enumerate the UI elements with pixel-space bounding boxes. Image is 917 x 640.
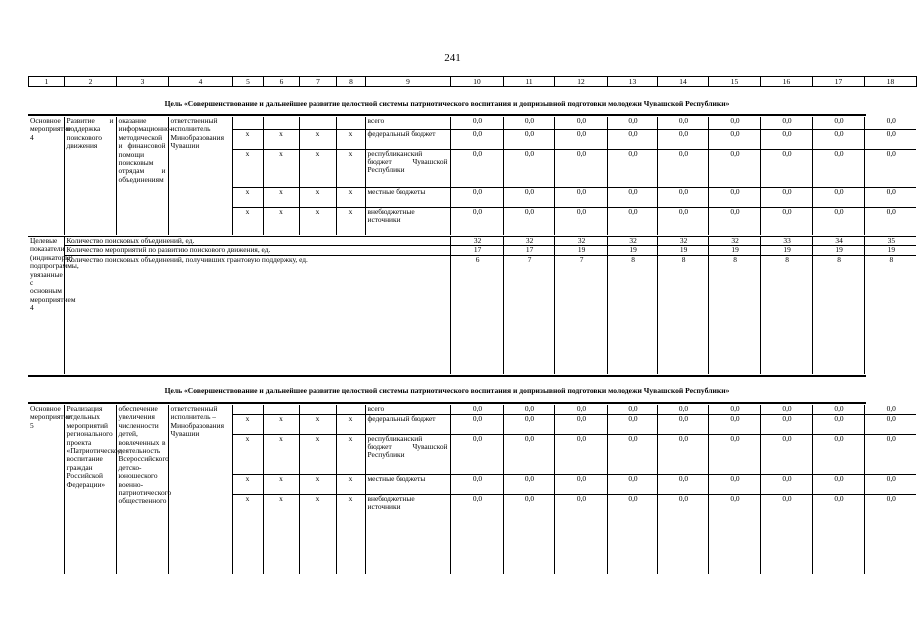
indicator-value: 32 xyxy=(607,237,657,246)
code-cell: х xyxy=(299,494,336,574)
activity-name: Реализация отдельных мероприятий регионального проекта «Патриотическое воспитание граждан Российской Федерации» xyxy=(64,405,116,574)
column-number-3: 3 xyxy=(117,77,169,87)
funding-source: федеральный бюджет xyxy=(365,414,450,434)
funding-value: 0,0 xyxy=(864,187,916,207)
code-cell: х xyxy=(299,207,336,235)
activity-name: Развитие и поддержка поискового движения xyxy=(64,117,116,235)
indicators-label: Целевые показатели (индикаторы) подпрограммы, увязанные с основным мероприятием 4 xyxy=(28,237,64,375)
indicator-value: 7 xyxy=(503,255,554,374)
goal-title-2: Цель «Совершенствование и дальнейшее развитие целостной системы патриотического воспитания и допризывной подготовки молодежи Чувашской Республики» xyxy=(164,386,730,395)
funding-value: 0,0 xyxy=(503,149,554,187)
funding-source: местные бюджеты xyxy=(365,187,450,207)
funding-value: 0,0 xyxy=(503,117,554,129)
funding-value: 0,0 xyxy=(812,494,864,574)
funding-value: 0,0 xyxy=(657,474,708,494)
funding-value: 0,0 xyxy=(760,129,812,149)
activity-goal: обеспечение увеличения численности детей, вовлеченных в деятельность Всероссийского детско-юношеского военно-патриотического общественного xyxy=(116,405,168,574)
code-cell: х xyxy=(232,414,263,434)
activity-goal: оказание информационно-методической и финансовой помощи поисковым отрядам и объединениям xyxy=(116,117,168,235)
funding-value: 0,0 xyxy=(450,129,503,149)
funding-value: 0,0 xyxy=(760,494,812,574)
code-cell: х xyxy=(299,414,336,434)
column-number-1: 1 xyxy=(29,77,65,87)
code-cell: х xyxy=(232,149,263,187)
funding-value: 0,0 xyxy=(657,117,708,129)
column-number-17: 17 xyxy=(813,77,865,87)
funding-value: 0,0 xyxy=(607,149,657,187)
code-cell: х xyxy=(299,129,336,149)
code-cell: х xyxy=(336,474,365,494)
goal-title-1: Цель «Совершенствование и дальнейшее развитие целостной системы патриотического воспитания и допризывной подготовки молодежи Чувашской Республики» xyxy=(164,99,730,108)
code-cell: х xyxy=(232,494,263,574)
funding-value: 0,0 xyxy=(450,405,503,414)
indicator-value: 8 xyxy=(812,255,864,374)
funding-value: 0,0 xyxy=(607,405,657,414)
indicator-value: 17 xyxy=(450,246,503,255)
section-divider-2 xyxy=(28,375,866,377)
indicator-value: 35 xyxy=(864,237,916,246)
code-cell: х xyxy=(336,149,365,187)
funding-value: 0,0 xyxy=(450,207,503,235)
code-cell: х xyxy=(263,434,299,474)
funding-source: всего xyxy=(365,405,450,414)
indicator-name: Количество поисковых объединений, ед. xyxy=(64,237,450,246)
funding-value: 0,0 xyxy=(450,434,503,474)
column-number-11: 11 xyxy=(504,77,555,87)
funding-value: 0,0 xyxy=(657,405,708,414)
indicator-value: 8 xyxy=(607,255,657,374)
indicator-value: 6 xyxy=(450,255,503,374)
code-cell: х xyxy=(232,434,263,474)
code-cell: х xyxy=(232,187,263,207)
funding-value: 0,0 xyxy=(657,149,708,187)
indicator-value: 19 xyxy=(657,246,708,255)
indicator-value: 34 xyxy=(812,237,864,246)
funding-value: 0,0 xyxy=(864,474,916,494)
column-number-10: 10 xyxy=(451,77,504,87)
funding-value: 0,0 xyxy=(607,434,657,474)
funding-value: 0,0 xyxy=(503,434,554,474)
funding-value: 0,0 xyxy=(708,405,760,414)
code-cell: х xyxy=(263,129,299,149)
activity-5-table xyxy=(28,405,916,574)
code-cell xyxy=(336,117,365,129)
funding-value: 0,0 xyxy=(554,494,607,574)
funding-source: федеральный бюджет xyxy=(365,129,450,149)
code-cell: х xyxy=(263,149,299,187)
indicator-value: 19 xyxy=(607,246,657,255)
column-number-header xyxy=(28,76,917,87)
funding-value: 0,0 xyxy=(760,207,812,235)
funding-value: 0,0 xyxy=(450,187,503,207)
code-cell: х xyxy=(336,187,365,207)
funding-value: 0,0 xyxy=(708,414,760,434)
indicator-value: 19 xyxy=(812,246,864,255)
column-number-13: 13 xyxy=(608,77,658,87)
funding-value: 0,0 xyxy=(657,187,708,207)
funding-value: 0,0 xyxy=(760,405,812,414)
code-cell xyxy=(232,117,263,129)
column-number-6: 6 xyxy=(264,77,300,87)
funding-value: 0,0 xyxy=(864,149,916,187)
funding-value: 0,0 xyxy=(503,474,554,494)
funding-value: 0,0 xyxy=(708,117,760,129)
funding-value: 0,0 xyxy=(554,187,607,207)
indicator-value: 32 xyxy=(554,237,607,246)
code-cell xyxy=(263,405,299,414)
funding-value: 0,0 xyxy=(450,149,503,187)
indicator-name: Количество поисковых объединений, получивших грантовую поддержку, ед. xyxy=(64,255,450,374)
funding-value: 0,0 xyxy=(450,494,503,574)
responsible-executor: ответственный исполнитель Минобразования Чувашии xyxy=(168,117,232,235)
code-cell: х xyxy=(336,414,365,434)
code-cell: х xyxy=(336,207,365,235)
funding-value: 0,0 xyxy=(864,207,916,235)
code-cell: х xyxy=(336,434,365,474)
code-cell: х xyxy=(299,149,336,187)
funding-value: 0,0 xyxy=(607,494,657,574)
funding-value: 0,0 xyxy=(657,494,708,574)
funding-value: 0,0 xyxy=(657,414,708,434)
code-cell: х xyxy=(263,494,299,574)
indicator-value: 8 xyxy=(760,255,812,374)
column-number-12: 12 xyxy=(555,77,608,87)
funding-value: 0,0 xyxy=(812,149,864,187)
funding-value: 0,0 xyxy=(503,405,554,414)
code-cell xyxy=(299,117,336,129)
indicator-value: 17 xyxy=(503,246,554,255)
funding-value: 0,0 xyxy=(708,474,760,494)
funding-value: 0,0 xyxy=(607,187,657,207)
funding-value: 0,0 xyxy=(607,117,657,129)
activity-number: Основное мероприятие 5 xyxy=(30,404,71,430)
indicator-value: 32 xyxy=(657,237,708,246)
funding-value: 0,0 xyxy=(607,129,657,149)
funding-value: 0,0 xyxy=(450,117,503,129)
funding-row xyxy=(28,117,916,129)
indicator-value: 33 xyxy=(760,237,812,246)
column-number-9: 9 xyxy=(366,77,451,87)
code-cell: х xyxy=(263,207,299,235)
activity-4-table xyxy=(28,117,916,235)
funding-value: 0,0 xyxy=(864,414,916,434)
funding-value: 0,0 xyxy=(503,129,554,149)
column-number-16: 16 xyxy=(761,77,813,87)
funding-value: 0,0 xyxy=(503,494,554,574)
responsible-executor: ответственный исполнитель – Минобразования Чувашии xyxy=(168,405,232,574)
code-cell: х xyxy=(299,474,336,494)
funding-value: 0,0 xyxy=(812,405,864,414)
code-cell: х xyxy=(232,207,263,235)
indicator-value: 7 xyxy=(554,255,607,374)
code-cell: х xyxy=(263,414,299,434)
funding-value: 0,0 xyxy=(554,207,607,235)
indicator-value: 19 xyxy=(760,246,812,255)
indicator-value: 19 xyxy=(708,246,760,255)
funding-value: 0,0 xyxy=(864,117,916,129)
funding-value: 0,0 xyxy=(554,474,607,494)
funding-value: 0,0 xyxy=(657,434,708,474)
funding-source: республиканский бюджет Чувашской Республики xyxy=(365,434,450,474)
indicator-value: 19 xyxy=(554,246,607,255)
indicator-value: 8 xyxy=(864,255,916,374)
funding-value: 0,0 xyxy=(812,117,864,129)
funding-value: 0,0 xyxy=(760,117,812,129)
funding-value: 0,0 xyxy=(708,129,760,149)
column-number-15: 15 xyxy=(709,77,761,87)
indicator-value: 32 xyxy=(450,237,503,246)
indicator-value: 19 xyxy=(864,246,916,255)
funding-value: 0,0 xyxy=(607,414,657,434)
funding-value: 0,0 xyxy=(554,149,607,187)
code-cell xyxy=(263,117,299,129)
funding-value: 0,0 xyxy=(450,414,503,434)
code-cell: х xyxy=(299,434,336,474)
indicator-value: 8 xyxy=(708,255,760,374)
funding-value: 0,0 xyxy=(607,207,657,235)
funding-value: 0,0 xyxy=(503,187,554,207)
funding-value: 0,0 xyxy=(657,129,708,149)
funding-value: 0,0 xyxy=(812,187,864,207)
funding-source: внебюджетные источники xyxy=(365,207,450,235)
code-cell: х xyxy=(299,187,336,207)
indicator-row xyxy=(28,255,916,374)
funding-value: 0,0 xyxy=(864,129,916,149)
column-number-18: 18 xyxy=(886,77,895,86)
code-cell: х xyxy=(232,129,263,149)
funding-value: 0,0 xyxy=(450,474,503,494)
funding-value: 0,0 xyxy=(864,434,916,474)
code-cell xyxy=(336,405,365,414)
column-number-8: 8 xyxy=(337,77,366,87)
funding-value: 0,0 xyxy=(657,207,708,235)
code-cell: х xyxy=(263,187,299,207)
column-number-2: 2 xyxy=(65,77,117,87)
funding-source: всего xyxy=(365,117,450,129)
funding-value: 0,0 xyxy=(708,149,760,187)
code-cell: х xyxy=(263,474,299,494)
code-cell xyxy=(299,405,336,414)
code-cell: х xyxy=(336,494,365,574)
column-number-4: 4 xyxy=(169,77,233,87)
column-number-14: 14 xyxy=(658,77,709,87)
funding-value: 0,0 xyxy=(708,187,760,207)
activity-number: Основное мероприятие 4 xyxy=(30,116,71,142)
funding-value: 0,0 xyxy=(812,434,864,474)
funding-value: 0,0 xyxy=(864,405,916,414)
section-divider-1 xyxy=(28,114,866,116)
code-cell: х xyxy=(232,474,263,494)
indicator-value: 8 xyxy=(657,255,708,374)
funding-row xyxy=(28,405,916,414)
funding-value: 0,0 xyxy=(607,474,657,494)
funding-source: республиканский бюджет Чувашской Республики xyxy=(365,149,450,187)
indicator-row xyxy=(28,246,916,255)
indicator-value: 32 xyxy=(708,237,760,246)
funding-source: местные бюджеты xyxy=(365,474,450,494)
funding-value: 0,0 xyxy=(708,434,760,474)
funding-value: 0,0 xyxy=(760,414,812,434)
funding-value: 0,0 xyxy=(760,187,812,207)
funding-value: 0,0 xyxy=(554,117,607,129)
funding-value: 0,0 xyxy=(812,207,864,235)
funding-value: 0,0 xyxy=(503,207,554,235)
funding-value: 0,0 xyxy=(554,129,607,149)
funding-value: 0,0 xyxy=(812,474,864,494)
column-number-5: 5 xyxy=(233,77,264,87)
funding-value: 0,0 xyxy=(708,207,760,235)
indicator-value: 32 xyxy=(503,237,554,246)
page-number: 241 xyxy=(444,52,461,64)
indicators-table xyxy=(28,236,916,374)
funding-value: 0,0 xyxy=(503,414,554,434)
funding-source: внебюджетные источники xyxy=(365,494,450,574)
code-cell: х xyxy=(336,129,365,149)
column-number-7: 7 xyxy=(300,77,337,87)
funding-value: 0,0 xyxy=(760,434,812,474)
funding-value: 0,0 xyxy=(864,494,916,574)
funding-value: 0,0 xyxy=(554,414,607,434)
funding-value: 0,0 xyxy=(554,434,607,474)
funding-value: 0,0 xyxy=(760,149,812,187)
funding-value: 0,0 xyxy=(760,474,812,494)
code-cell xyxy=(232,405,263,414)
indicator-name: Количество мероприятий по развитию поискового движения, ед. xyxy=(64,246,450,255)
funding-value: 0,0 xyxy=(812,414,864,434)
funding-value: 0,0 xyxy=(708,494,760,574)
funding-value: 0,0 xyxy=(812,129,864,149)
funding-value: 0,0 xyxy=(554,405,607,414)
